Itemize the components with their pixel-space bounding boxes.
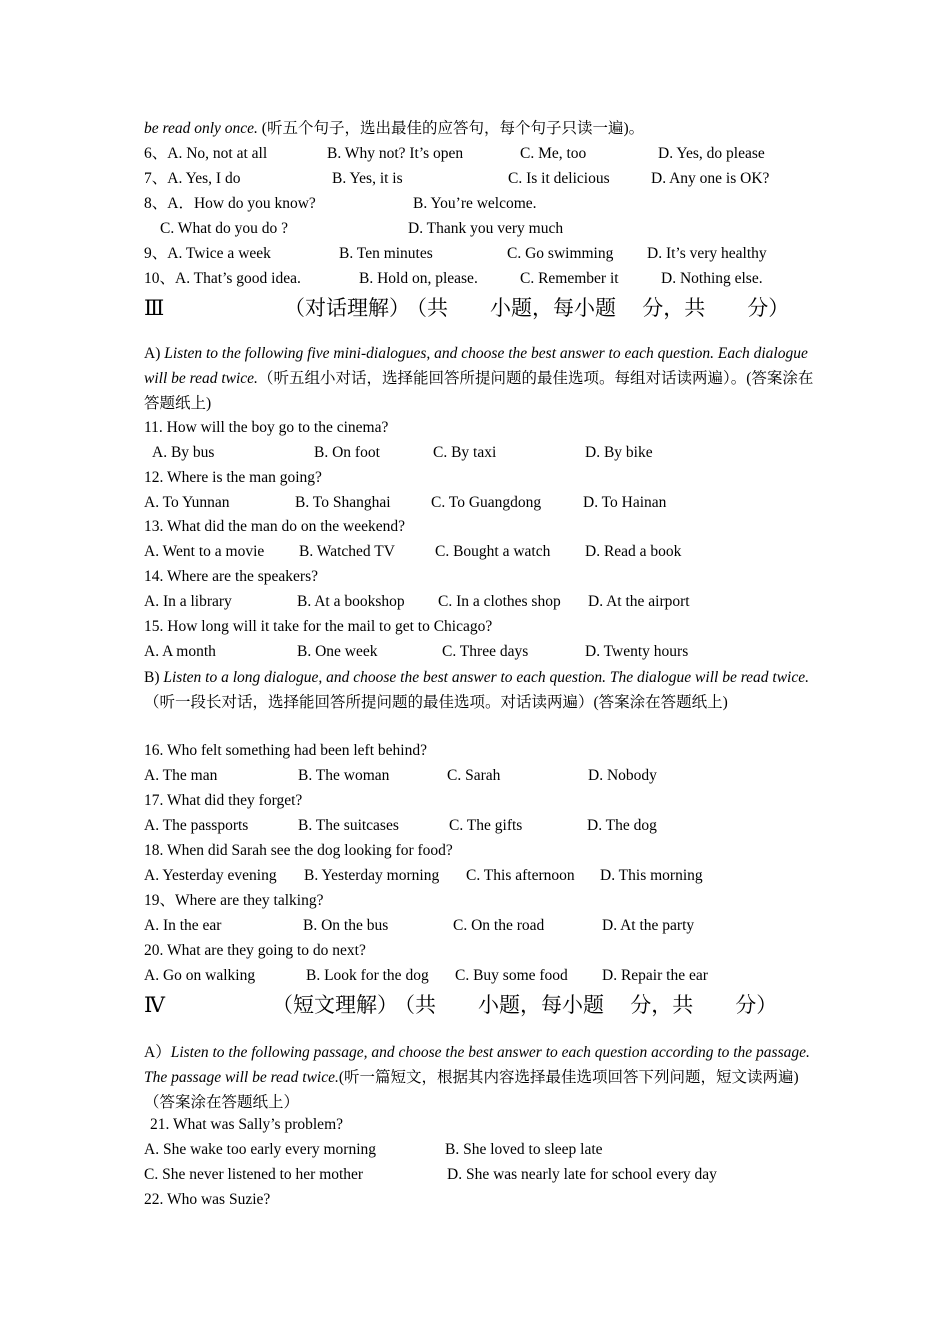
option-a: A. She wake too early every morning <box>144 1141 377 1158</box>
question-14 <box>144 567 318 587</box>
option-b: B. Ten minutes <box>339 245 433 262</box>
option-c: C. She never listened to her mother <box>144 1166 364 1183</box>
option-a: A. In the ear <box>144 917 222 934</box>
instruction-chinese: (听一篇短文，根据其内容选择最佳选项回答下列问题，短文读两遍)（答案涂在答题纸上） <box>144 1069 799 1111</box>
question-text: 11. How will the boy go to the cinema? <box>144 419 389 436</box>
option-a: 10、A. That’s good idea. <box>144 270 301 287</box>
option-d: D. To Hainan <box>583 494 667 511</box>
option-c: C. On the road <box>453 917 545 934</box>
section-numeral: Ⅲ <box>144 296 165 320</box>
question-text: 21. What was Sally’s problem? <box>150 1116 344 1133</box>
option-c: C. Sarah <box>447 767 501 784</box>
option-b: B. On foot <box>314 444 380 461</box>
question-text: 17. What did they forget? <box>144 792 303 809</box>
option-b: B. Hold on, please. <box>359 270 478 287</box>
section-count: （共 小题，每小题 分，共 分） <box>394 993 778 1017</box>
option-b: B. Look for the dog <box>306 967 429 984</box>
option-d: D. It’s very healthy <box>647 245 767 262</box>
option-a: 8、A．How do you know? <box>144 195 316 212</box>
instruction-italic: Listen to the following passage, and choose the best answer to each question according to the passage. The passage will be read twice. <box>144 1044 810 1086</box>
option-b: B. Why not? It’s open <box>327 145 464 162</box>
question-16 <box>144 741 427 761</box>
option-c: C. Go swimming <box>507 245 614 262</box>
question-text: 22. Who was Suzie? <box>144 1191 271 1208</box>
option-b: B. At a bookshop <box>297 593 405 610</box>
section-count: （共 小题，每小题 分，共 分） <box>406 296 790 320</box>
question-21 <box>150 1115 343 1135</box>
option-a: A. Went to a movie <box>144 543 265 560</box>
option-a: A. The passports <box>144 817 249 834</box>
option-a: 9、A. Twice a week <box>144 245 271 262</box>
option-c: C. Three days <box>442 643 529 660</box>
question-text: 12. Where is the man going? <box>144 469 322 486</box>
question-18 <box>144 841 453 861</box>
option-a: 7、A. Yes, I do <box>144 170 241 187</box>
option-d: D. Yes, do please <box>658 145 765 162</box>
part-label: B) <box>144 669 164 686</box>
option-d: D. Any one is OK? <box>651 170 770 187</box>
option-c: C. Buy some food <box>455 967 568 984</box>
instruction-italic: Listen to a long dialogue, and choose the best answer to each question. The dialogue will be read twice. <box>163 669 809 686</box>
option-a: A. In a library <box>144 593 232 610</box>
option-a: A. The man <box>144 767 218 784</box>
instruction-chinese: (听五个句子，选出最佳的应答句，每个句子只读一遍)。 <box>257 120 645 137</box>
question-text: 16. Who felt something had been left behind? <box>144 742 427 759</box>
option-d: D. Nothing else. <box>661 270 763 287</box>
question-text: 15. How long will it take for the mail to get to Chicago? <box>144 618 493 635</box>
section-title: （对话理解） <box>284 296 410 320</box>
option-b: B. Yesterday morning <box>304 867 440 884</box>
option-c: C. Is it delicious <box>508 170 610 187</box>
question-13 <box>144 517 405 537</box>
question-11 <box>144 418 388 438</box>
question-text: 20. What are they going to do next? <box>144 942 366 959</box>
option-d: D. She was nearly late for school every day <box>447 1166 717 1183</box>
instruction-tail <box>144 119 644 139</box>
option-d: D. Nobody <box>588 767 657 784</box>
option-d: D. Read a book <box>585 543 682 560</box>
option-b: B. To Shanghai <box>295 494 391 511</box>
section-4a-instruction <box>144 1040 814 1115</box>
option-d: D. The dog <box>587 817 657 834</box>
option-b: B. She loved to sleep late <box>445 1141 603 1158</box>
option-c: C. Remember it <box>520 270 619 287</box>
instruction-chinese: （听五组小对话，选择能回答所提问题的最佳选项。每组对话读两遍）。(答案涂在答题纸上) <box>144 370 814 412</box>
option-c: C. Me, too <box>520 145 587 162</box>
option-a: A. To Yunnan <box>144 494 230 511</box>
option-a: A. Yesterday evening <box>144 867 277 884</box>
question-text: 13. What did the man do on the weekend? <box>144 518 405 535</box>
option-c: C. What do you do ? <box>160 220 289 237</box>
option-c: C. The gifts <box>449 817 523 834</box>
part-label: A） <box>144 1044 171 1061</box>
question-20 <box>144 941 366 961</box>
question-text: 18. When did Sarah see the dog looking for food? <box>144 842 453 859</box>
question-17 <box>144 791 302 811</box>
question-19 <box>144 891 323 911</box>
option-d: D. At the party <box>602 917 695 934</box>
option-d: D. Twenty hours <box>585 643 689 660</box>
option-d: D. Thank you very much <box>408 220 564 237</box>
option-c: C. To Guangdong <box>431 494 542 511</box>
section-3b-instruction <box>144 665 814 715</box>
option-d: D. By bike <box>585 444 653 461</box>
option-a: A. By bus <box>152 444 215 461</box>
question-15 <box>144 617 492 637</box>
section-title: （短文理解） <box>272 993 398 1017</box>
question-text: 14. Where are the speakers? <box>144 568 318 585</box>
option-d: D. At the airport <box>588 593 690 610</box>
option-b: B. The suitcases <box>298 817 399 834</box>
option-b: B. Watched TV <box>299 543 395 560</box>
option-d: D. Repair the ear <box>602 967 708 984</box>
option-b: B. On the bus <box>303 917 389 934</box>
question-text: 19、Where are they talking? <box>144 892 324 909</box>
instruction-italic: Listen to the following five mini-dialogues, and choose the best answer to each question. Each dialogue will be read twice. <box>144 345 808 387</box>
option-d: D. This morning <box>600 867 703 884</box>
question-22 <box>144 1190 270 1210</box>
instruction-italic: be read only once. <box>144 120 258 137</box>
section-numeral: Ⅳ <box>144 993 165 1017</box>
option-c: C. By taxi <box>433 444 497 461</box>
question-12 <box>144 468 322 488</box>
option-a: A. Go on walking <box>144 967 256 984</box>
option-b: B. Yes, it is <box>332 170 403 187</box>
option-b: B. The woman <box>298 767 390 784</box>
option-c: C. In a clothes shop <box>438 593 561 610</box>
option-b: B. One week <box>297 643 378 660</box>
part-label: A) <box>144 345 165 362</box>
option-a: 6、A. No, not at all <box>144 145 268 162</box>
option-a: A. A month <box>144 643 216 660</box>
option-b: B. You’re welcome. <box>413 195 537 212</box>
instruction-chinese: （听一段长对话，选择能回答所提问题的最佳选项。对话读两遍）(答案涂在答题纸上) <box>144 694 728 711</box>
section-3a-instruction <box>144 341 814 416</box>
option-c: C. This afternoon <box>466 867 575 884</box>
option-c: C. Bought a watch <box>435 543 551 560</box>
